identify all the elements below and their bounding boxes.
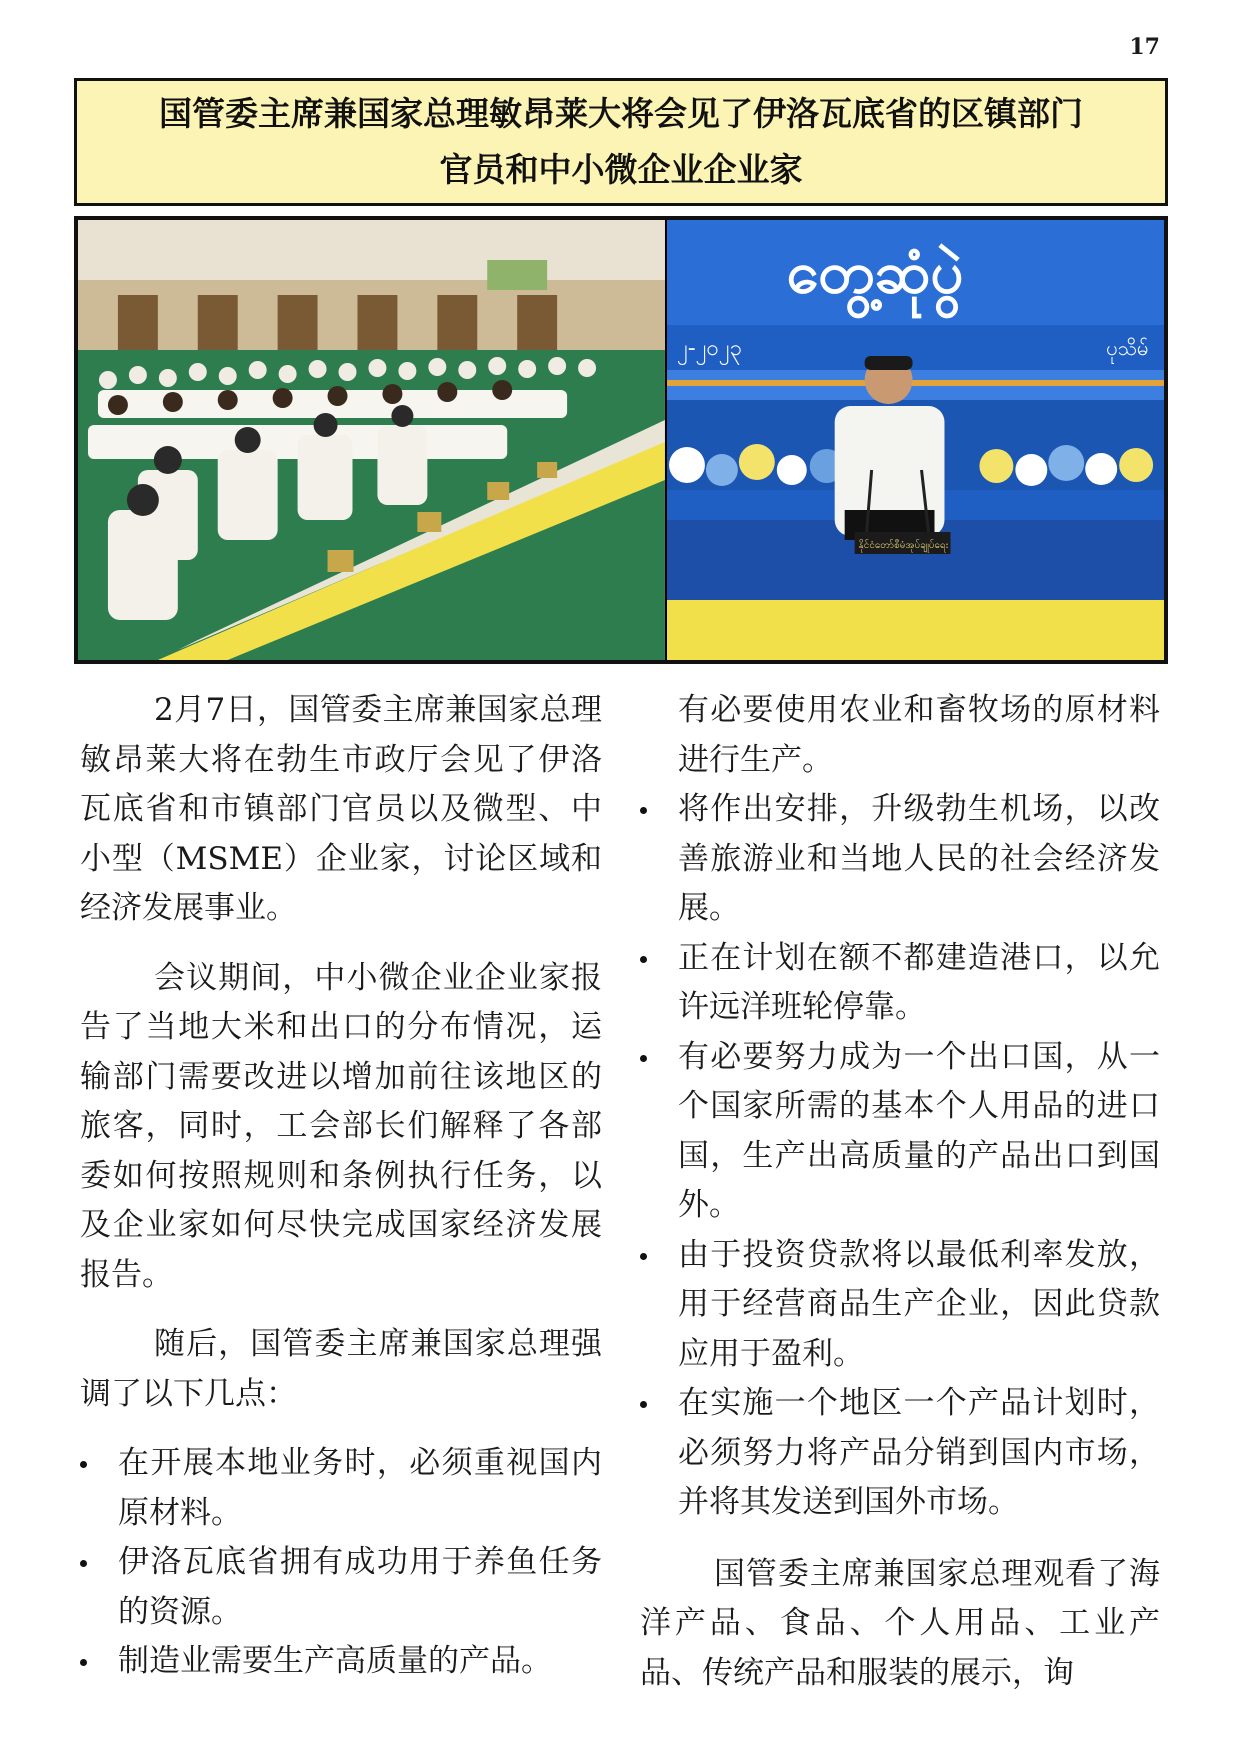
bullet-item — [640, 1033, 1160, 1231]
audience-photo — [78, 220, 665, 660]
bullet-dot-icon — [640, 807, 647, 814]
bullet-list-right — [640, 785, 1160, 1528]
headline-line-1: 国管委主席兼国家总理敏昂莱大将会见了伊洛瓦底省的区镇部门 — [159, 94, 1083, 133]
banner-corner-text: ပုသိမ် — [1106, 335, 1149, 361]
bullet-item — [80, 1637, 602, 1687]
bullet-dot-icon — [640, 1055, 647, 1062]
bullet-text: 有必要努力成为一个出口国，从一个国家所需的基本个人用品的进口国，生产出高质量的产品出口到国外。 — [678, 1038, 1160, 1223]
bullet-item — [80, 1538, 602, 1637]
headline-line-2: 官员和中小微企业企业家 — [439, 150, 803, 189]
right-column — [640, 686, 1160, 1698]
bullet-item — [640, 1379, 1160, 1528]
bullet-dot-icon — [640, 1401, 647, 1408]
bullet-text: 伊洛瓦底省拥有成功用于养鱼任务的资源。 — [118, 1544, 602, 1630]
speaker-photo — [665, 220, 1164, 660]
bullet-item — [640, 1231, 1160, 1380]
paragraph-meeting: 2月7日，国管委主席兼国家总理敏昂莱大将在勃生市政厅会见了伊洛瓦底省和市镇部门官员以及微型、中小型（MSME）企业家，讨论区域和经济发展事业。 — [80, 692, 602, 926]
bullet-text: 在实施一个地区一个产品计划时，必须努力将产品分销到国内市场，并将其发送到国外市场。 — [678, 1385, 1160, 1520]
paragraph-reports: 会议期间，中小微企业企业家报告了当地大米和出口的分布情况，运输部门需要改进以增加前往该地区的旅客，同时，工会部长们解释了各部委如何按照规则和条例执行任务，以及企业家如何尽快完成国家经济发展报告。 — [80, 959, 602, 1293]
bullet-text: 由于投资贷款将以最低利率发放，用于经营商品生产企业，因此贷款应用于盈利。 — [678, 1236, 1160, 1372]
headline-box — [74, 78, 1168, 206]
bullet-text: 制造业需要生产高质量的产品。 — [118, 1643, 552, 1679]
paragraph-emphasis: 随后，国管委主席兼国家总理强调了以下几点： — [80, 1326, 602, 1412]
banner-text: တွေ့ဆုံပွဲ — [786, 237, 964, 307]
bullet-dot-icon — [80, 1659, 87, 1666]
bullet-item — [640, 785, 1160, 934]
bullet-item — [80, 1439, 602, 1538]
nameplate-text: နိုင်ငံတော်စီမံအုပ်ချုပ်ရေး — [858, 539, 949, 552]
banner-date-text: ၂-၂၀၂၃ — [676, 335, 742, 362]
bullet-dot-icon — [640, 1253, 647, 1260]
bullet-list-left — [80, 1439, 602, 1687]
page-number: 17 — [1129, 34, 1160, 60]
paragraph-exhibition: 国管委主席兼国家总理观看了海洋产品、食品、个人用品、工业产品、传统产品和服装的展示，询 — [640, 1555, 1160, 1691]
bullet-text: 将作出安排，升级勃生机场，以改善旅游业和当地人民的社会经济发展。 — [678, 791, 1160, 926]
bullet-continuation: 有必要使用农业和畜牧场的原材料进行生产。 — [678, 692, 1160, 778]
photo-frame — [74, 216, 1168, 664]
bullet-dot-icon — [80, 1560, 87, 1567]
left-column — [80, 686, 602, 1707]
bullet-dot-icon — [640, 956, 647, 963]
bullet-text: 正在计划在额不都建造港口，以允许远洋班轮停靠。 — [678, 939, 1160, 1025]
bullet-dot-icon — [80, 1461, 87, 1468]
bullet-text: 在开展本地业务时，必须重视国内原材料。 — [118, 1445, 602, 1531]
bullet-item — [640, 934, 1160, 1033]
